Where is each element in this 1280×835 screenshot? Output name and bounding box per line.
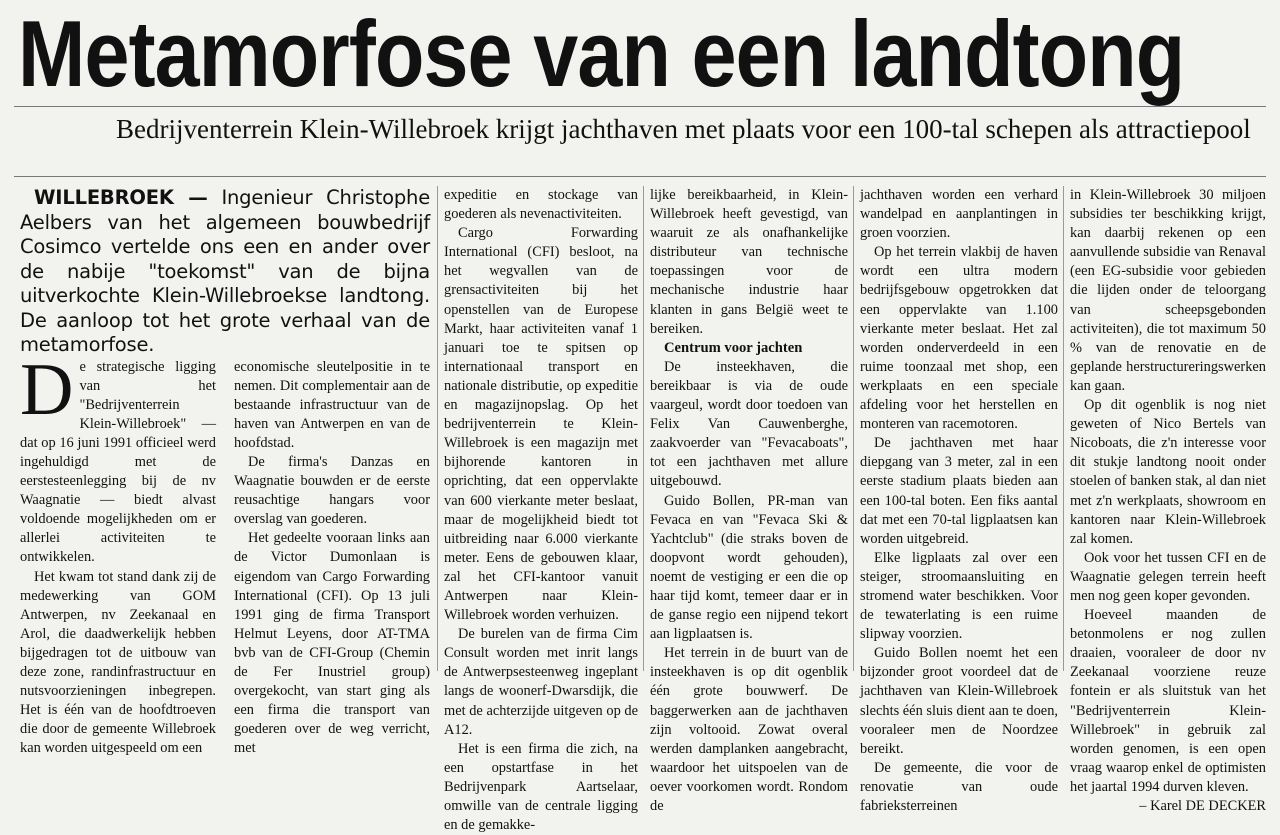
column-6-para-4: Hoeveel maanden de betonmolens er nog zullen draaien, vooraleer de door nv Zeekanaal voorziene reuze fontein er als sluitstuk van het "Bedrijventerrein Klein-Willebroek" in gebruik zal worden genomen, is een open vraag waarop enkel de optimisten het jaartal 1994 durven kleven. — [1070, 607, 1266, 795]
subheadline: Bedrijventerrein Klein-Willebroek krijgt jachthaven met plaats voor een 100-tal schepen als attractiepool — [116, 114, 1251, 144]
column-5-para-3: De jachthaven met haar diepgang van 3 meter, zal in een eerste stadium plaats bieden aan een 100-tal boten. Een fiks aantal dat met een 70-tal ligplaatsen kan worden uitgebreid. — [860, 435, 1058, 547]
dateline: WILLEBROEK — — [34, 186, 208, 209]
divider-top — [14, 106, 1266, 107]
column-6-para-1: in Klein-Willebroek 30 miljoen subsidies ter beschikking krijgt, kan daarbij rekenen op een aanvullende subsidie van Renaval (een EG-subsidie voor gebieden die lijden onder de teloorgang van scheepsgebonden activiteiten), die tot maximum 50 % van de renovatie en de geplande herstructureringswerken kan gaan. — [1070, 187, 1266, 394]
column-4-para-4: Het terrein in de buurt van de insteekhaven is op dit ogenblik één grote bouwwerf. De baggerwerken aan de jachthaven zijn voltooid. Zowat overal werden damplanken aangebracht, waardoor het uitspoelen van de oever voorkomen wordt. Rondom de — [650, 645, 848, 814]
column-1-text-1: e strategische ligging van het "Bedrijventerrein Klein-Willebroek" — dat op 16 juni 1991 officieel werd ingehuldigd met de eerstesteenlegging bij de nv Waagnatie — biedt alvast voldoende mogelijkheden om er allerlei activiteiten te ontwikkelen. — [20, 358, 216, 566]
section-subtitle: Centrum voor jachten — [664, 339, 803, 356]
column-5-para-6: De gemeente, die voor de renovatie van oude fabrieksterreinen — [860, 759, 1058, 814]
lead-text: Ingenieur Christophe Aelbers van het algemeen bouwbedrijf Cosimco vertelde ons een en ander over de nabije "toekomst" van de bijna uitverkochte Klein-Willebroekse landtong. De aanloop tot het grote verhaal van de metamorfose. — [20, 186, 431, 356]
column-1-para-1 — [20, 348, 216, 568]
drop-cap: D — [20, 348, 74, 431]
column-4-para-2: De insteekhaven, die bereikbaar is via de oude vaargeul, wordt door toedoen van Felix Van Cauwenberghe, zaakvoerder van "Fevacaboats", tot een jachthaven met allure uitgebouwd. — [650, 358, 848, 490]
column-divider — [1063, 186, 1064, 671]
column-3-para-3: De burelen van de firma Cim Consult worden met inrit langs de Antwerpsesteenweg ingeplant langs de woonerf-Dwarsdijk, die met de achterzijde uitgeven op de A12. — [444, 626, 638, 738]
divider-bottom — [14, 176, 1266, 177]
column-4-para-3: Guido Bollen, PR-man van Fevaca en van "Fevaca Ski & Yachtclub" (die straks boven de doopvont wordt gehouden), noemt de vestiging er een die op haar tijd komt, temeer daar er in de ganse regio een nijpend tekort aan ligplaatsen is. — [650, 492, 848, 643]
column-2-para-1: economische sleutelpositie in te nemen. Dit complementair aan de bestaande infrastructuur van de haven van Antwerpen en van de hoofdstad. — [234, 358, 430, 451]
column-2-para-3: Het gedeelte vooraan links aan de Victor Dumonlaan is eigendom van Cargo Forwarding International (CFI). Op 13 juli 1991 ging de firma Transport Helmut Leyens, door AT-TMA bvb van de CFI-Group (Chemin de Fer Inustriel group) overgekocht, van start ging als een firma die transport van goederen over de weg verricht, met — [234, 530, 430, 757]
column-3 — [444, 186, 638, 834]
column-4 — [650, 186, 848, 814]
column-divider — [643, 186, 644, 671]
lead-paragraph — [20, 186, 430, 358]
column-6 — [1070, 186, 1266, 814]
lead-block — [20, 186, 431, 757]
column-divider — [853, 186, 854, 671]
column-divider — [437, 186, 438, 671]
column-2 — [234, 358, 430, 759]
column-3-para-2: Cargo Forwarding International (CFI) besloot, na het wegvallen van de grensactiviteiten bij het openstellen van de Europese Markt, haar activiteiten vanaf 1 januari toe te spitsen op internationaal transport en nationale distributie, op expeditie en magazijnopslag. Op het bedrijventerrein te Klein-Willebroek is een magazijn met bijhorende kantoren in oprichting, dat een oppervlakte van 600 vierkante meter beslaat, maar de mogelijkheid biedt tot uitbreiding naar 6.000 vierkante meter. Eens de gebouwen klaar, zal het CFI-kantoor vanuit Antwerpen naar Klein-Willebroek worden verhuizen. — [444, 225, 638, 624]
column-3-para-4: Het is een firma die zich, na een opstartfase in het Bedrijvenpark Aartselaar, omwille van de centrale ligging en de gemakke- — [444, 740, 638, 834]
column-1 — [20, 348, 216, 759]
column-5 — [860, 186, 1058, 814]
headline: Metamorfose van een landtong — [18, 1, 1185, 106]
column-5-para-5: Guido Bollen noemt het een bijzonder groot voordeel dat de jachthaven van Klein-Willebroek slechts één sluis dient aan te doen, vooraleer men de Noordzee bereikt. — [860, 645, 1058, 757]
column-3-para-1: expeditie en stockage van goederen als nevenactiviteiten. — [444, 187, 638, 223]
byline: – Karel DE DECKER — [1139, 798, 1266, 814]
column-6-para-2: Op dit ogenblik is nog niet geweten of Nico Bertels van Nicoboats, die z'n interesse voor dit stukje landtong nooit onder stoelen of banken stak, al dan niet met z'n werkplaats, showroom en kantoren naar Klein-Willebroek zal komen. — [1070, 397, 1266, 547]
column-2-para-2: De firma's Danzas en Waagnatie bouwden er de eerste reusachtige hangars voor overslag van goederen. — [234, 453, 430, 528]
column-6-para-3: Ook voor het tussen CFI en de Waagnatie gelegen terrein heeft men nog geen koper gevonden. — [1070, 549, 1266, 604]
column-5-para-2: Op het terrein vlakbij de haven wordt een ultra modern bedrijfsgebouw opgetrokken dat een oppervlakte van 1.100 vierkante meter beslaat. Het zal worden onderverdeeld in een ruime toonzaal met shop, een werkplaats en een speciale afdeling voor het herstellen en monteren van racemotoren. — [860, 244, 1058, 433]
column-5-para-1: jachthaven worden een verhard wandelpad en aanplantingen in groen voorzien. — [860, 187, 1058, 242]
column-1-para-2: Het kwam tot stand dank zij de medewerking van GOM Antwerpen, nv Zeekanaal en Arol, die daadwerkelijk hebben bijgedragen tot de uitbouw van deze zone, randinfrastructuur en nutsvoorzieningen inbegrepen. Het is één van de hoofdtroeven die door de gemeente Willebroek kan worden uitgespeeld om een — [20, 568, 216, 757]
column-4-para-1: lijke bereikbaarheid, in Klein-Willebroek heeft gevestigd, van waaruit ze als onafhankelijke distributeur van technische toepassingen voor de mechanische industrie haar klanten in gans België weet te bereiken. — [650, 187, 848, 337]
lower-columns — [20, 348, 430, 759]
column-5-para-4: Elke ligplaats zal over een steiger, stroomaansluiting en stromend water beschikken. Voor de tewaterlating is een ruime slipway voorzien. — [860, 549, 1058, 643]
